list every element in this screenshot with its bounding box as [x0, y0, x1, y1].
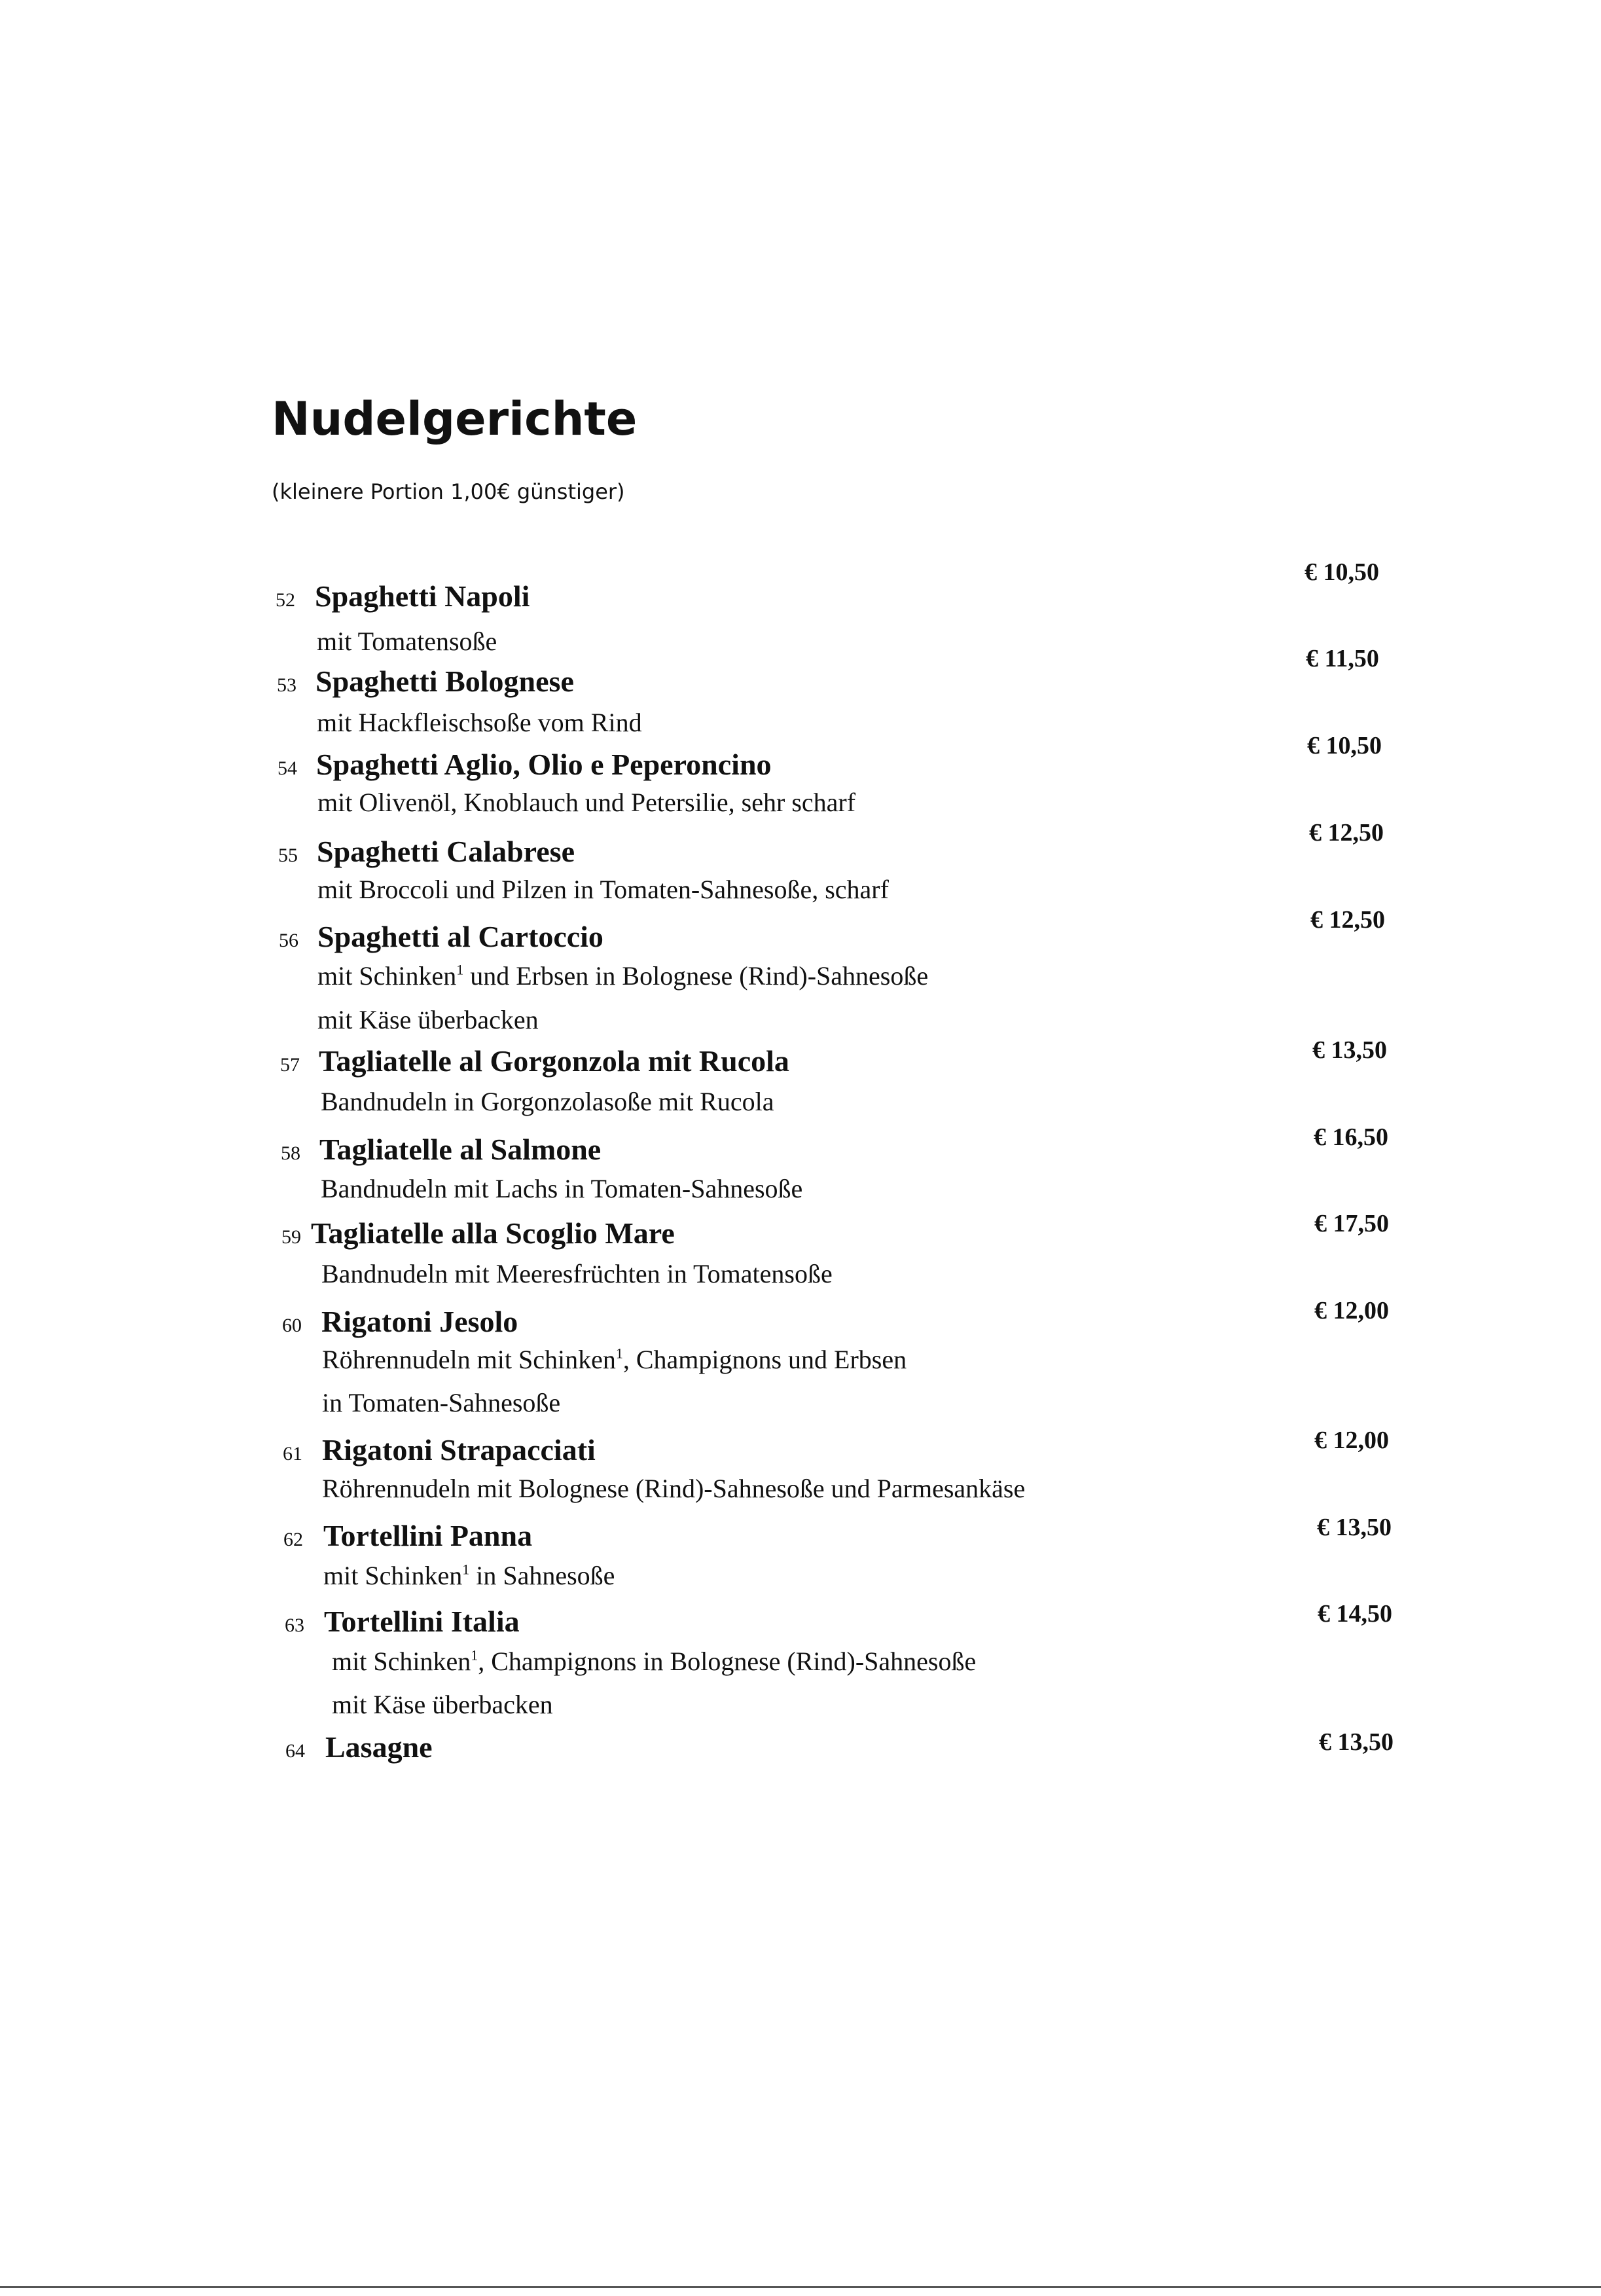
footnote-marker: 1	[615, 1345, 623, 1362]
menu-item-description: mit Schinken$^1$, Champignons in Bolognese (Rind)-Sahnesoße	[332, 1647, 977, 1676]
menu-item-number: 57	[280, 1054, 300, 1076]
menu-item-number: 62	[283, 1529, 303, 1550]
footnote-marker: 1	[462, 1561, 470, 1578]
menu-item-number: 61	[283, 1443, 302, 1465]
menu-item-description: Röhrennudeln mit Bolognese (Rind)-Sahnesoße und Parmesankäse	[322, 1474, 1026, 1503]
menu-item-price: € 13,50	[1312, 1036, 1387, 1064]
bottom-rule	[0, 2286, 1601, 2288]
menu-item-name: Spaghetti al Cartoccio	[317, 920, 603, 953]
menu-item-name: Tortellini Panna	[323, 1519, 533, 1552]
menu-item-description: Bandnudeln mit Lachs in Tomaten-Sahnesoße	[321, 1174, 803, 1203]
menu-item-name: Rigatoni Strapacciati	[322, 1433, 596, 1467]
menu-item-name: Tagliatelle al Salmone	[319, 1133, 602, 1166]
page-subtitle: (kleinere Portion 1,00€ günstiger)	[272, 479, 625, 504]
footnote-marker: 1	[471, 1647, 478, 1664]
menu-item-number: 53	[277, 674, 297, 696]
menu-item-number: 63	[285, 1614, 304, 1636]
menu-item-price: € 13,50	[1319, 1728, 1394, 1756]
menu-item-description: mit Tomatensoße	[317, 627, 497, 656]
menu-item-price: € 12,00	[1314, 1297, 1389, 1324]
menu-item-description: Bandnudeln mit Meeresfrüchten in Tomatensoße	[321, 1259, 833, 1288]
menu-item-number: 52	[276, 589, 295, 611]
menu-item-price: € 14,50	[1318, 1600, 1392, 1628]
menu-item-name: Spaghetti Aglio, Olio e Peperoncino	[316, 748, 772, 781]
menu-item-number: 64	[285, 1740, 305, 1762]
menu-item-description: mit Schinken$^1$ und Erbsen in Bolognese (Rind)-Sahnesoße	[317, 961, 929, 991]
menu-item-description: mit Olivenöl, Knoblauch und Petersilie, sehr scharf	[317, 788, 856, 817]
menu-item-price: € 12,00	[1314, 1427, 1389, 1454]
menu-item-number: 56	[279, 930, 298, 951]
page-title: Nudelgerichte	[272, 392, 638, 446]
menu-item-number: 60	[282, 1315, 302, 1336]
menu-item-name: Rigatoni Jesolo	[321, 1305, 518, 1338]
menu-item-number: 58	[281, 1142, 300, 1164]
menu-item-price: € 17,50	[1314, 1210, 1389, 1237]
menu-item-description: in Tomaten-Sahnesoße	[322, 1388, 561, 1417]
menu-item-price: € 12,50	[1309, 819, 1384, 847]
menu-item-description: Bandnudeln in Gorgonzolasoße mit Rucola	[321, 1087, 774, 1116]
menu-item-name: Tagliatelle al Gorgonzola mit Rucola	[319, 1044, 789, 1078]
menu-item-price: € 10,50	[1304, 558, 1379, 586]
menu-item-description: mit Schinken$^1$ in Sahnesoße	[323, 1561, 615, 1590]
menu-item-price: € 12,50	[1310, 906, 1385, 934]
menu-item-name: Tagliatelle alla Scoglio Mare	[311, 1216, 675, 1250]
menu-item-number: 55	[278, 845, 298, 866]
menu-item-price: € 10,50	[1307, 732, 1382, 759]
menu-item-name: Lasagne	[325, 1730, 433, 1764]
menu-item-name: Tortellini Italia	[324, 1605, 520, 1638]
menu-item-description: mit Käse überbacken	[317, 1005, 539, 1034]
menu-item-description: mit Hackfleischsoße vom Rind	[317, 708, 642, 737]
menu-item-price: € 13,50	[1317, 1514, 1392, 1541]
footnote-marker: 1	[456, 961, 464, 978]
menu-item-description: mit Broccoli und Pilzen in Tomaten-Sahnesoße, scharf	[317, 875, 889, 904]
menu-item-number: 59	[281, 1226, 301, 1248]
menu-item-name: Spaghetti Bolognese	[315, 665, 574, 698]
menu-item-description: mit Käse überbacken	[332, 1690, 553, 1719]
menu-item-number: 54	[278, 757, 297, 779]
menu-item-name: Spaghetti Calabrese	[317, 835, 575, 868]
menu-item-price: € 16,50	[1314, 1123, 1388, 1151]
menu-item-price: € 11,50	[1306, 645, 1379, 672]
menu-item-name: Spaghetti Napoli	[315, 579, 530, 613]
menu-item-description: Röhrennudeln mit Schinken$^1$, Champignons und Erbsen	[322, 1345, 907, 1374]
